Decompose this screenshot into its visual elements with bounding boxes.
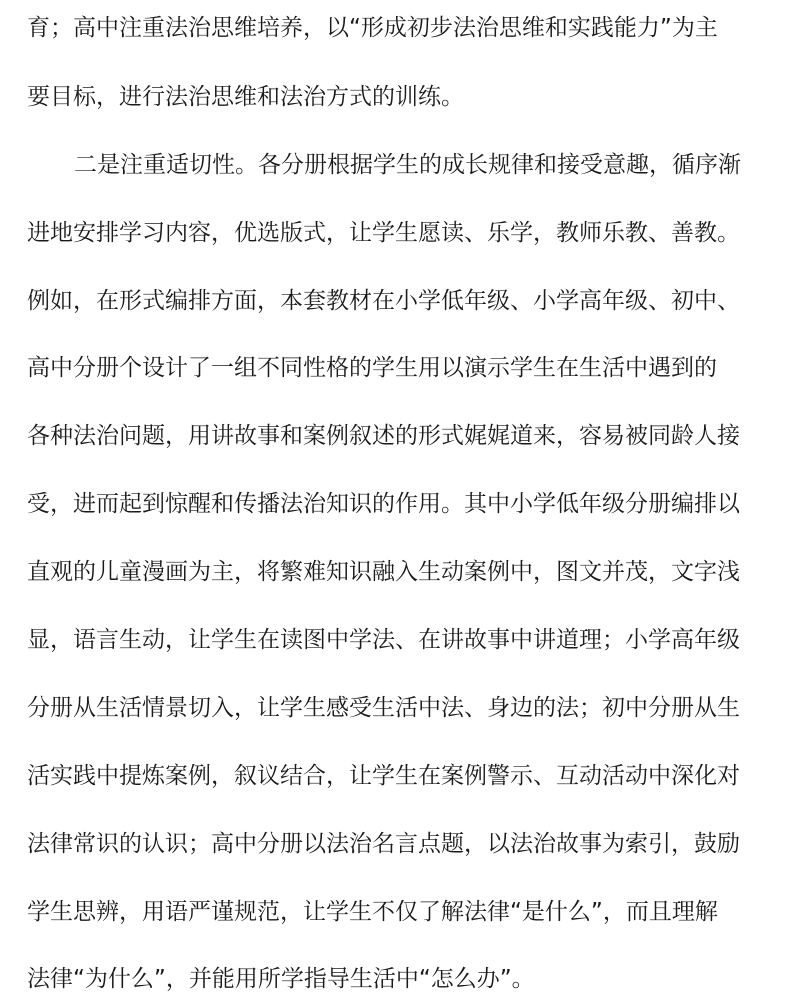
paragraph-start-line: 二是注重适切性。各分册根据学生的成长规律和接受意趣，循序渐 (74, 152, 741, 178)
text-line: 受，进而起到惊醒和传播法治知识的作用。其中小学低年级分册编排以 (27, 491, 740, 517)
text-line: 分册从生活情景切入，让学生感受生活中法、身边的法；初中分册从生 (27, 695, 740, 721)
text-line: 直观的儿童漫画为主，将繁难知识融入生动案例中，图文并茂，文字浅 (27, 559, 740, 585)
text-line: 各种法治问题，用讲故事和案例叙述的形式娓娓道来，容易被同龄人接 (27, 423, 740, 449)
text-line: 法律“为什么”，并能用所学指导生活中“怎么办”。 (27, 966, 535, 992)
text-line: 要目标，进行法治思维和法治方式的训练。 (27, 84, 464, 110)
text-line: 法律常识的认识；高中分册以法治名言点题，以法治故事为索引，鼓励 (27, 831, 740, 857)
text-line: 活实践中提炼案例，叙议结合，让学生在案例警示、互动活动中深化对 (27, 763, 740, 789)
text-line: 育；高中注重法治思维培养，以“形成初步法治思维和实践能力”为主 (27, 15, 718, 41)
text-line: 学生思辨，用语严谨规范，让学生不仅了解法律“是什么”，而且理解 (27, 899, 718, 925)
text-line: 进地安排学习内容，优选版式，让学生愿读、乐学，教师乐教、善教。 (27, 220, 740, 246)
text-line: 高中分册个设计了一组不同性格的学生用以演示学生在生活中遇到的 (27, 355, 717, 381)
text-line: 显，语言生动，让学生在读图中学法、在讲故事中讲道理；小学高年级 (27, 627, 740, 653)
text-line: 例如，在形式编排方面，本套教材在小学低年级、小学高年级、初中、 (27, 288, 740, 314)
